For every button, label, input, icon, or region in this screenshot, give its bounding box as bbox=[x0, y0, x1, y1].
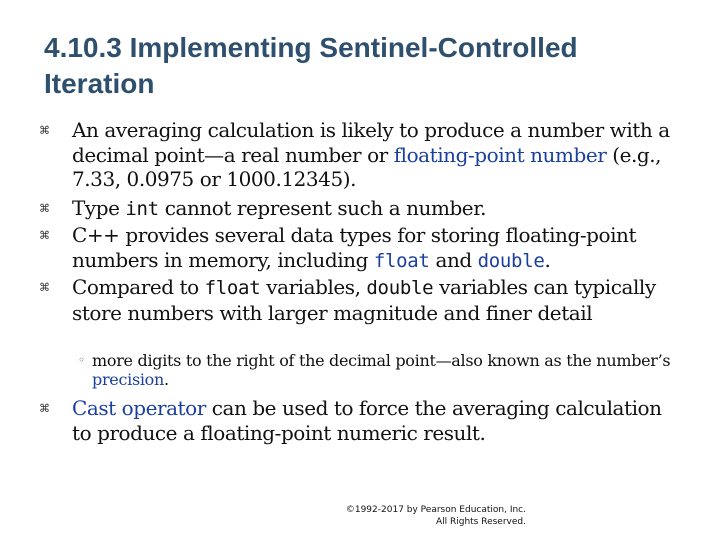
code-float: float bbox=[373, 249, 430, 272]
bullet-text: . bbox=[544, 247, 551, 272]
bullet-text: cannot represent such a number. bbox=[158, 196, 487, 220]
bullet-compare-float-double bbox=[39, 275, 672, 325]
bullet-text: variables can typically store numbers with larger magnitude and finer detail bbox=[72, 275, 656, 325]
copyright-line: ©1992-2017 by Pearson Education, Inc. bbox=[345, 505, 526, 515]
code-int: int bbox=[125, 198, 159, 220]
bullet-text: An averaging calculation is likely to produce a number with a decimal point—a real number or bbox=[72, 118, 670, 167]
bullet-averaging bbox=[39, 118, 672, 192]
code-float: float bbox=[204, 277, 261, 299]
sub-bullet-icon: ◦ bbox=[78, 353, 85, 367]
code-double: double bbox=[477, 249, 545, 272]
keyword-cast-operator: Cast operator bbox=[72, 396, 206, 420]
slide-title: 4.10.3 Implementing Sentinel-Controlled Iteration bbox=[44, 32, 578, 99]
bullet-icon: ⌘ bbox=[39, 202, 50, 215]
bullet-text: Compared to bbox=[72, 275, 205, 299]
copyright-footer bbox=[300, 504, 526, 528]
bullet-text: C++ provides several data types for storing floating-point numbers in memory, including bbox=[72, 223, 637, 272]
sub-bullet-text: more digits to the right of the decimal point—also known as the number’s bbox=[92, 351, 671, 370]
bullet-icon: ⌘ bbox=[39, 229, 50, 242]
bullet-text: variables, bbox=[260, 275, 367, 299]
bullet-text: Type bbox=[72, 196, 126, 220]
keyword-precision: precision bbox=[92, 370, 165, 389]
bullet-floating-types bbox=[39, 223, 672, 273]
bullet-text: and bbox=[429, 247, 478, 272]
rights-line: All Rights Reserved. bbox=[435, 517, 526, 527]
bullet-icon: ⌘ bbox=[39, 402, 50, 415]
keyword-floating-point-number: floating-point number bbox=[393, 142, 607, 167]
bullet-text: (e.g., 7.33, 0.0975 or 1000.12345). bbox=[72, 142, 662, 191]
bullet-icon: ⌘ bbox=[39, 124, 50, 137]
bullet-icon: ⌘ bbox=[39, 281, 50, 294]
sub-bullet-precision bbox=[78, 351, 682, 389]
code-double: double bbox=[366, 277, 434, 299]
bullet-cast-operator bbox=[39, 396, 672, 445]
bullet-int-type bbox=[39, 196, 672, 222]
bullet-text: can be used to force the averaging calculation to produce a floating-point numeric result. bbox=[72, 396, 662, 445]
sub-bullet-text: . bbox=[164, 370, 169, 389]
